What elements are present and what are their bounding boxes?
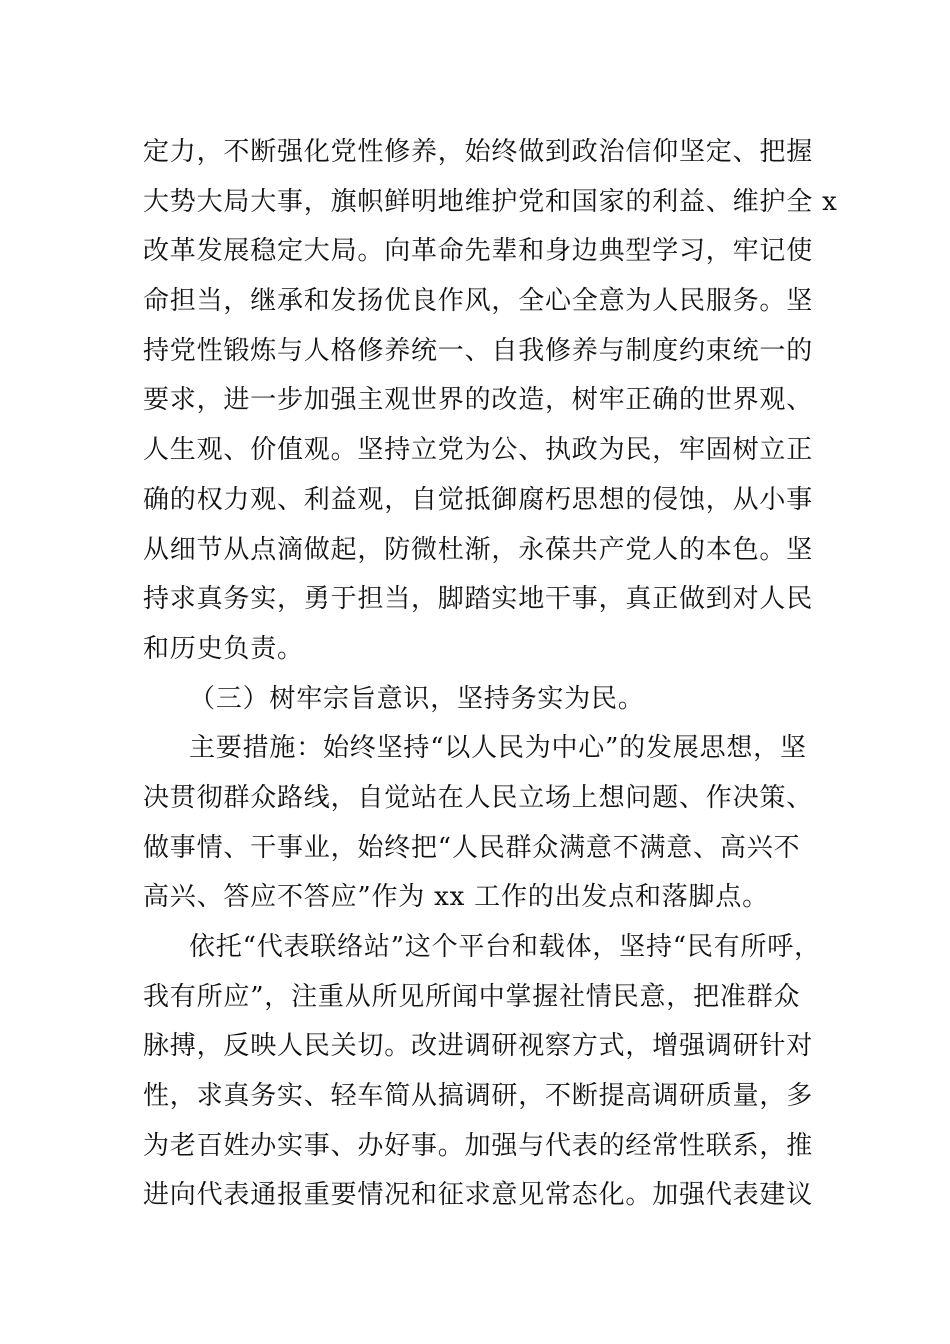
text-line: 人生观、价值观。坚持立党为公、执政为民，牢固树立正 [143, 435, 814, 466]
document-body [143, 128, 838, 1221]
text-line: 从细节从点滴做起，防微杜渐，永葆共产党人的本色。坚 [143, 534, 814, 565]
text-line: 脉搏，反映人民关切。改进调研视察方式，增强调研针对 [143, 1031, 814, 1062]
paragraph-start-line: 主要措施：始终坚持“以人民为中心”的发展思想，坚 [189, 733, 807, 764]
text-line: 确的权力观、利益观，自觉抵御腐朽思想的侵蚀，从小事 [143, 484, 814, 515]
text-line: 进向代表通报重要情况和征求意见常态化。加强代表建议 [143, 1180, 814, 1211]
text-line: 性，求真务实、轻车简从搞调研，不断提高调研质量，多 [143, 1081, 814, 1112]
section-heading: （三）树牢宗旨意识，坚持务实为民。 [189, 683, 645, 714]
text-line: 和历史负责。 [143, 633, 304, 664]
text-line: 定力，不断强化党性修养，始终做到政治信仰坚定、把握 [143, 137, 814, 167]
text-line: 大势大局大事，旗帜鲜明地维护党和国家的利益、维护全 x [143, 186, 838, 217]
text-line: 做事情、干事业，始终把“人民群众满意不满意、高兴不 [143, 832, 801, 863]
text-line: 改革发展稳定大局。向革命先辈和身边典型学习，牢记使 [143, 236, 814, 267]
text-line: 为老百姓办实事、办好事。加强与代表的经常性联系，推 [143, 1130, 814, 1161]
text-line: 我有所应”，注重从所见所闻中掌握社情民意，把准群众 [143, 981, 801, 1012]
text-line: 持党性锻炼与人格修养统一、自我修养与制度约束统一的 [143, 335, 814, 366]
text-line: 命担当，继承和发扬优良作风，全心全意为人民服务。坚 [143, 286, 814, 317]
text-line: 高兴、答应不答应”作为 xx 工作的出发点和落脚点。 [143, 882, 769, 913]
text-line: 持求真务实，勇于担当，脚踏实地干事，真正做到对人民 [143, 584, 814, 615]
text-line: 决贯彻群众路线，自觉站在人民立场上想问题、作决策、 [143, 782, 814, 813]
text-line: 要求，进一步加强主观世界的改造，树牢正确的世界观、 [143, 385, 814, 416]
paragraph-start-line: 依托“代表联络站”这个平台和载体，坚持“民有所呼， [189, 932, 821, 962]
